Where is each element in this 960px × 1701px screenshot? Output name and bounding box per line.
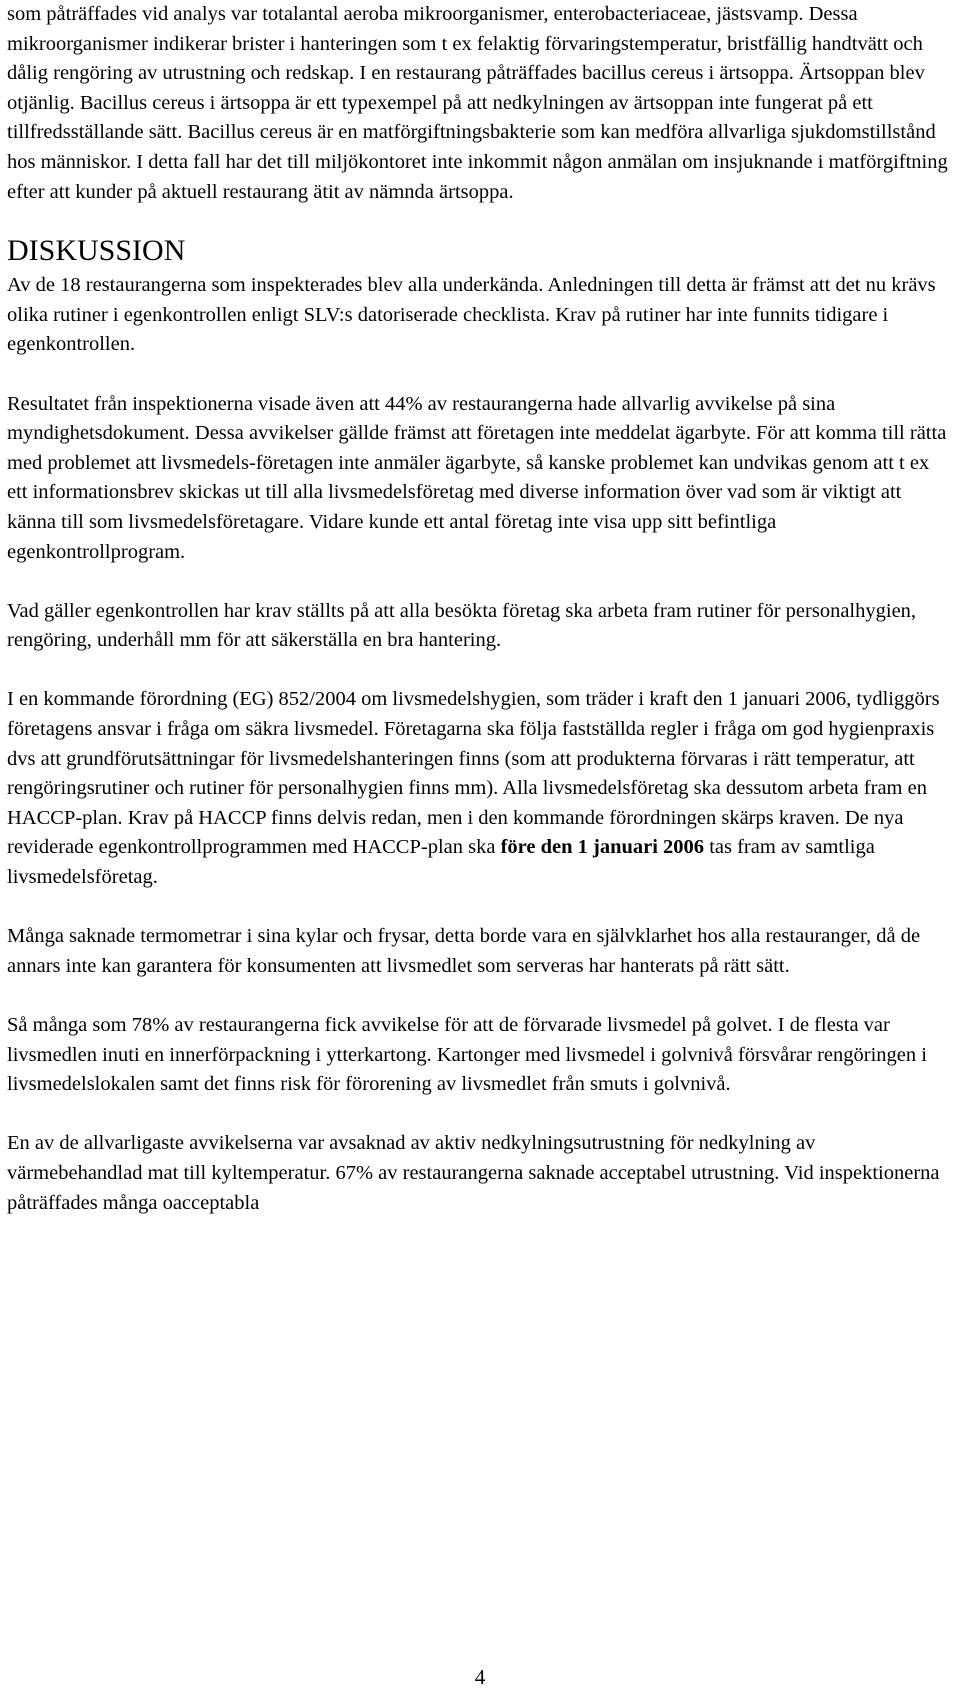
regulation-text-start: I en kommande förordning (EG) 852/2004 om livsmedelshygien, som träder i kraft den 1 januari 2006, tydliggörs företagens ansvar i fråga om säkra livsmedel. Företagarna ska följa fastställda regler i fråga om god hygienpraxis dvs att grundförutsättningar för livsmedelshanteringen finns (som att produkterna förvaras i rätt temperatur, att rengöringsrutiner och rutiner för personalhygien finns mm). Alla livsmedelsföretag ska dessutom arbeta fram en HACCP-plan. Krav på HACCP finns delvis redan, men i den kommande förordningen skärps kraven. De nya reviderade egenkontrollprogrammen med HACCP-plan ska	[7, 688, 940, 859]
page-number: 4	[474, 1665, 486, 1689]
paragraph-failed-inspections: Av de 18 restaurangerna som inspekterades blev alla underkända. Anledningen till detta är främst att det nu krävs olika rutiner i egenkontrollen enligt SLV:s datoriserade checklista. Krav på rutiner har inte funnits tidigare i egenkontrollen.	[7, 274, 936, 356]
paragraph-authority-documents: Resultatet från inspektionerna visade även att 44% av restaurangerna hade allvarlig avvikelse på sina myndighetsdokument. Dessa avvikelser gällde främst att företagen inte meddelat ägarbyte. För att komma till rätta med problemet att livsmedels-företagen inte anmäler ägarbyte, så kanske problemet kan undvikas genom att t ex ett informationsbrev skickas ut till alla livsmedelsföretag med diverse information över vad som är viktigt att känna till som livsmedelsföretagare. Vidare kunde ett antal företag inte visa upp sitt befintliga egenkontrollprogram.	[7, 392, 947, 563]
paragraph-self-monitoring: Vad gäller egenkontrollen har krav ställts på att alla besökta företag ska arbeta fram rutiner för personalhygien, rengöring, underhåll mm för att säkerställa en bra hantering.	[7, 599, 917, 652]
paragraph-cooling-equipment: En av de allvarligaste avvikelserna var avsaknad av aktiv nedkylningsutrustning för nedkylning av värmebehandlad mat till kyltemperatur. 67% av restaurangerna saknade acceptabel utrustning. Vid inspektionerna påträffades många oacceptabla	[7, 1132, 940, 1214]
paragraph-thermometers: Många saknade termometrar i sina kylar och frysar, detta borde vara en självklarhet hos alla restauranger, då de annars inte kan garantera för konsumenten att livsmedlet som serveras har hanterats på rätt sätt.	[7, 925, 921, 977]
regulation-deadline-bold: före den 1 januari 2006	[500, 836, 705, 859]
document-page	[7, 0, 953, 1218]
paragraph-regulation	[7, 685, 953, 892]
section-heading: DISKUSSION	[7, 234, 186, 268]
regulation-text-end: tas fram av samtliga livsmedelsföretag.	[7, 836, 875, 889]
intro-paragraph: som påträffades vid analys var totalantal aeroba mikroorganismer, enterobacteriaceae, jästsvamp. Dessa mikroorganismer indikerar brister i hanteringen som t ex felaktig förvaringstemperatur, bristfällig handtvätt och dålig rengöring av utrustning och redskap. I en restaurang påträffades bacillus cereus i ärtsoppa. Ärtsoppan blev otjänlig. Bacillus cereus i ärtsoppa är ett typexempel på att nedkylningen av ärtsoppan inte fungerat på ett tillfredsställande sätt. Bacillus cereus är en matförgiftningsbakterie som kan medföra allvarliga sjukdomstillstånd hos människor. I detta fall har det till miljökontoret inte inkommit någon anmälan om insjuknande i matförgiftning efter att kunder på aktuell restaurang ätit av nämnda ärtsoppa.	[7, 3, 948, 203]
paragraph-floor-storage: Så många som 78% av restaurangerna fick avvikelse för att de förvarade livsmedel på golvet. I de flesta var livsmedlen inuti en innerförpackning i ytterkartong. Kartonger med livsmedel i golvnivå försvårar rengöringen i livsmedelslokalen samt det finns risk för förorening av livsmedlet från smuts i golvnivå.	[7, 1014, 927, 1096]
